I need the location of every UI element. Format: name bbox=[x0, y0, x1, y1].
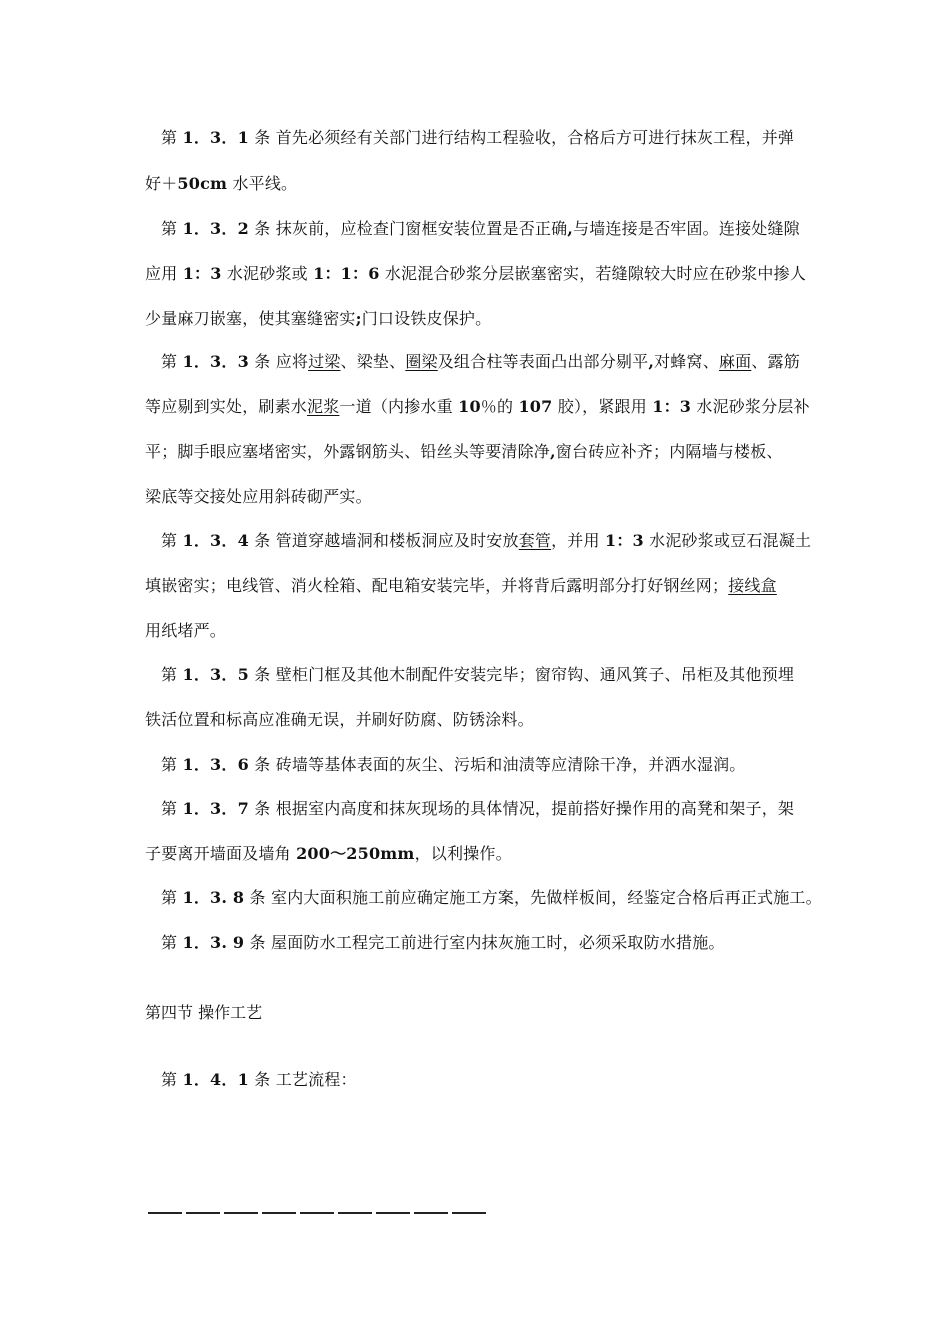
clause-1-3-2-line-1 bbox=[161, 219, 826, 239]
text-run: 与墙连接是否牢固。连接处缝隙 bbox=[573, 219, 800, 238]
text-run: 条 壁柜门框及其他木制配件安装完毕；窗帘钩、通风箕子、吊柜及其他预埋 bbox=[254, 665, 795, 684]
underlined-term: 过梁 bbox=[308, 352, 341, 371]
clause-1-3-9-line-1 bbox=[161, 933, 826, 953]
text-run-bold: 1：3 bbox=[182, 264, 222, 283]
text-run: 窗台砖应补齐；内隔墙与楼板、 bbox=[555, 442, 783, 461]
clause-1-3-8-line-1 bbox=[161, 888, 826, 908]
clause-1-3-7-line-1 bbox=[161, 799, 826, 819]
clause-number: 1．3. 8 bbox=[182, 888, 245, 907]
text-run: 条 根据室内高度和抹灰现场的具体情况，提前搭好操作用的高凳和架子，架 bbox=[254, 799, 795, 818]
text-run: 水泥砂浆分层补 bbox=[691, 397, 810, 416]
text-run-bold: 107 bbox=[518, 397, 553, 416]
dash-segment bbox=[452, 1212, 486, 1214]
clause-1-3-3-line-1 bbox=[161, 352, 826, 372]
clause-1-3-5-line-2 bbox=[145, 710, 810, 730]
underlined-term: 圈梁 bbox=[405, 352, 438, 371]
dash-segment bbox=[414, 1212, 448, 1214]
text-run: 一道（内掺水重 bbox=[339, 397, 459, 416]
process-flow-dashes bbox=[148, 1212, 486, 1214]
text-run: 胶），紧跟用 bbox=[552, 397, 653, 416]
text-run: ，以利操作。 bbox=[414, 844, 512, 863]
text-run-bold: 10 bbox=[458, 397, 481, 416]
clause-1-3-3-line-2 bbox=[145, 397, 810, 417]
clause-1-3-1-line-1 bbox=[161, 128, 826, 148]
clause-1-3-3-line-3 bbox=[145, 442, 810, 462]
underlined-term: 麻面 bbox=[718, 352, 752, 371]
text-run: 门口设铁皮保护。 bbox=[361, 309, 492, 328]
dash-segment bbox=[338, 1212, 372, 1214]
clause-number: 1．3．4 bbox=[182, 531, 249, 550]
text-run-bold: 1：3 bbox=[605, 531, 644, 550]
text-run: 条 管道穿越墙洞和楼板洞应及时安放 bbox=[254, 531, 519, 550]
clause-1-3-4-line-1 bbox=[161, 531, 826, 551]
text-run: 水平线。 bbox=[227, 174, 298, 193]
clause-1-4-1-line-1 bbox=[161, 1070, 826, 1090]
clause-1-3-5-line-1 bbox=[161, 665, 826, 685]
text-run: 等应剔到实处，刷素水 bbox=[145, 397, 308, 416]
text-run: ，并用 bbox=[551, 531, 605, 550]
text-run: 第 bbox=[161, 1070, 178, 1089]
clause-number: 1．3. 9 bbox=[182, 933, 245, 952]
text-run: 用纸堵严。 bbox=[145, 621, 227, 640]
clause-number: 1．3．1 bbox=[182, 128, 249, 147]
clause-1-3-4-line-2 bbox=[145, 576, 810, 596]
section-heading: 第四节 操作工艺 bbox=[145, 1003, 263, 1022]
text-run: 平；脚手眼应塞堵密实，外露钢筋头、铅丝头等要清除净 bbox=[145, 442, 551, 461]
text-run: 水泥砂浆或豆石混凝土 bbox=[643, 531, 812, 550]
clause-number: 1．3．6 bbox=[182, 755, 249, 774]
text-run: 水泥砂浆或 bbox=[221, 264, 314, 283]
underlined-term: 接线盒 bbox=[728, 576, 777, 595]
text-run: 第 bbox=[161, 128, 178, 147]
clause-1-3-2-line-2 bbox=[145, 264, 810, 284]
text-run: 第 bbox=[161, 219, 178, 238]
text-run: 条 室内大面积施工前应确定施工方案，先做样板间，经鉴定合格后再正式施工。 bbox=[249, 888, 822, 907]
text-run: 子要离开墙面及墙角 bbox=[145, 844, 297, 863]
dash-segment bbox=[262, 1212, 296, 1214]
text-run: 第 bbox=[161, 665, 178, 684]
text-run: 第 bbox=[161, 531, 178, 550]
text-run: 少量麻刀嵌塞，使其塞缝密实 bbox=[145, 309, 356, 328]
text-run: 第 bbox=[161, 888, 178, 907]
dash-segment bbox=[148, 1212, 182, 1214]
clause-1-3-7-line-2 bbox=[145, 844, 810, 864]
clause-number: 1．4．1 bbox=[182, 1070, 249, 1089]
clause-number: 1．3．5 bbox=[182, 665, 249, 684]
clause-1-3-6-line-1 bbox=[161, 755, 826, 775]
clause-1-3-2-line-3 bbox=[145, 309, 810, 329]
text-run: 对蜂窝、 bbox=[654, 352, 719, 371]
text-run: ％的 bbox=[480, 397, 519, 416]
text-run: 铁活位置和标高应准确无误，并刷好防腐、防锈涂料。 bbox=[145, 710, 534, 729]
dash-segment bbox=[186, 1212, 220, 1214]
text-run-bold: 1：1：6 bbox=[313, 264, 380, 283]
clause-1-3-1-line-2 bbox=[145, 174, 810, 194]
text-run: 及组合柱等表面凸出部分剔平 bbox=[437, 352, 649, 371]
clause-1-3-3-line-4 bbox=[145, 487, 810, 507]
text-run-bold: ; bbox=[355, 309, 362, 328]
text-run: 填嵌密实；电线管、消火栓箱、配电箱安装完毕，并将背后露明部分打好钢丝网； bbox=[145, 576, 729, 595]
text-run-bold: , bbox=[567, 219, 574, 238]
text-run: 条 工艺流程： bbox=[254, 1070, 357, 1089]
text-run-bold: , bbox=[648, 352, 655, 371]
text-run: 条 砖墙等基体表面的灰尘、污垢和油渍等应清除干净，并洒水湿润。 bbox=[254, 755, 746, 774]
text-run-bold: 50cm bbox=[177, 174, 228, 193]
text-run: 第 bbox=[161, 933, 178, 952]
text-run: 第 bbox=[161, 352, 178, 371]
clause-number: 1．3．2 bbox=[182, 219, 249, 238]
clause-1-3-4-line-3 bbox=[145, 621, 810, 641]
text-run: 第 bbox=[161, 755, 178, 774]
text-run: 条 应将 bbox=[254, 352, 309, 371]
clause-number: 1．3．3 bbox=[182, 352, 249, 371]
text-run: 梁底等交接处应用斜砖砌严实。 bbox=[145, 487, 372, 506]
text-run: 、梁垫、 bbox=[340, 352, 406, 371]
text-run: 应用 bbox=[145, 264, 183, 283]
text-run-bold: , bbox=[550, 442, 556, 461]
text-run-bold: 200～250mm bbox=[296, 844, 415, 863]
dash-segment bbox=[376, 1212, 410, 1214]
text-run: 条 屋面防水工程完工前进行室内抹灰施工时，必须采取防水措施。 bbox=[249, 933, 725, 952]
text-run: 水泥混合砂浆分层嵌塞密实，若缝隙较大时应在砂浆中掺人 bbox=[379, 264, 807, 283]
clause-number: 1．3．7 bbox=[182, 799, 249, 818]
underlined-term: 套管 bbox=[518, 531, 552, 550]
text-run-bold: 1：3 bbox=[652, 397, 692, 416]
dash-segment bbox=[224, 1212, 258, 1214]
text-run: 、露筋 bbox=[751, 352, 800, 371]
text-run: 好＋ bbox=[145, 174, 178, 193]
underlined-term: 泥浆 bbox=[307, 397, 340, 416]
dash-segment bbox=[300, 1212, 334, 1214]
text-run: 条 抹灰前，应检查门窗框安装位置是否正确 bbox=[254, 219, 568, 238]
text-run: 第 bbox=[161, 799, 178, 818]
text-run: 条 首先必须经有关部门进行结构工程验收，合格后方可进行抹灰工程，并弹 bbox=[254, 128, 795, 147]
